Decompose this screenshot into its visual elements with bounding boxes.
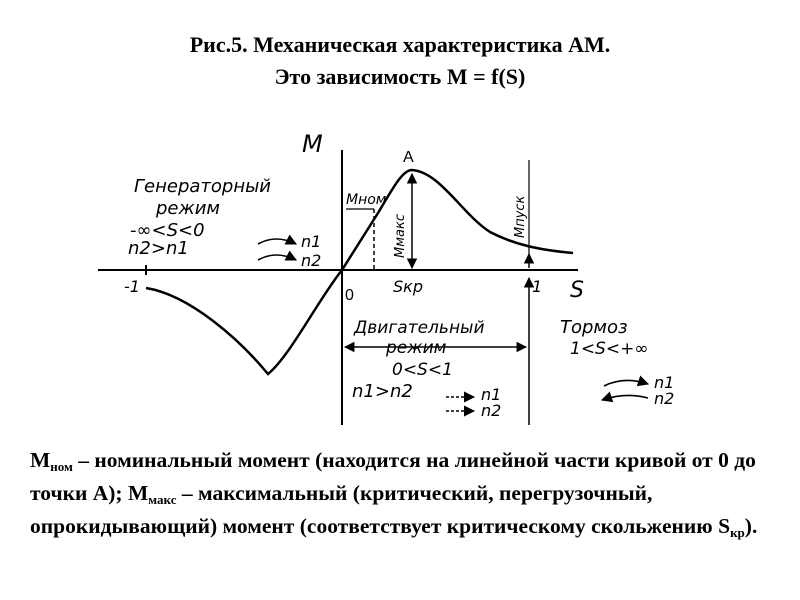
caption-m-maks-subscript: макс xyxy=(148,492,177,507)
origin-label: 0 xyxy=(345,287,354,304)
motor-n2-label: n2 xyxy=(481,401,502,420)
s-axis-label: S xyxy=(570,278,584,303)
generator-relation: n2>n1 xyxy=(128,238,189,259)
generator-region xyxy=(128,176,321,270)
generator-label-line1: Генераторный xyxy=(134,176,272,197)
m-axis-label: M xyxy=(302,130,323,158)
brake-n2-arrow xyxy=(602,395,648,400)
tick-minus-one-label: -1 xyxy=(124,277,140,296)
figure-title: Рис.5. Механическая характеристика АМ. xyxy=(189,32,611,57)
m-nom-label: Mном xyxy=(346,192,387,208)
m-pusk-label: Mпуск xyxy=(513,195,528,238)
motor-n1-label: n1 xyxy=(481,385,502,404)
caption-text-part2: – максимальный (критический, перегрузочный, опрокидывающий) момент (соответствует критическому скольжению S xyxy=(30,481,731,538)
tick-one-label: 1 xyxy=(532,277,543,296)
caption-m-nom-symbol: M xyxy=(30,448,51,472)
s-kr-label: Sкр xyxy=(393,277,423,296)
caption-m-nom-subscript: ном xyxy=(50,459,73,474)
motor-label-line2: режим xyxy=(386,338,447,358)
brake-region xyxy=(560,317,674,408)
caption xyxy=(30,444,790,543)
generator-n2-label: n2 xyxy=(301,251,322,270)
caption-s-kr-subscript: кр xyxy=(730,525,745,540)
brake-label: Тормоз xyxy=(560,317,628,338)
brake-range: 1<S<+∞ xyxy=(570,339,649,359)
caption-text-part3: ). xyxy=(744,514,758,538)
figure-subtitle: Это зависимость M = f(S) xyxy=(274,64,526,89)
brake-n2-label: n2 xyxy=(654,389,675,408)
brake-n1-label: n1 xyxy=(654,373,675,392)
brake-n1-arrow xyxy=(604,380,648,386)
generator-n1-arrow xyxy=(258,239,296,244)
caption-text-part1: – номинальный момент (находится на линейной части кривой от 0 до точки А); M xyxy=(30,448,756,505)
generator-label-line2: режим xyxy=(156,198,220,219)
motor-region xyxy=(345,318,526,420)
point-a-label: A xyxy=(403,149,414,166)
motor-relation: n1>n2 xyxy=(352,381,413,402)
generator-range: -∞<S<0 xyxy=(130,220,205,241)
motor-label-line1: Двигательный xyxy=(354,318,485,338)
generator-n2-arrow xyxy=(258,255,296,260)
m-maks-label: Mмакс xyxy=(393,214,408,258)
motor-range: 0<S<1 xyxy=(392,360,453,380)
generator-n1-label: n1 xyxy=(301,232,322,251)
